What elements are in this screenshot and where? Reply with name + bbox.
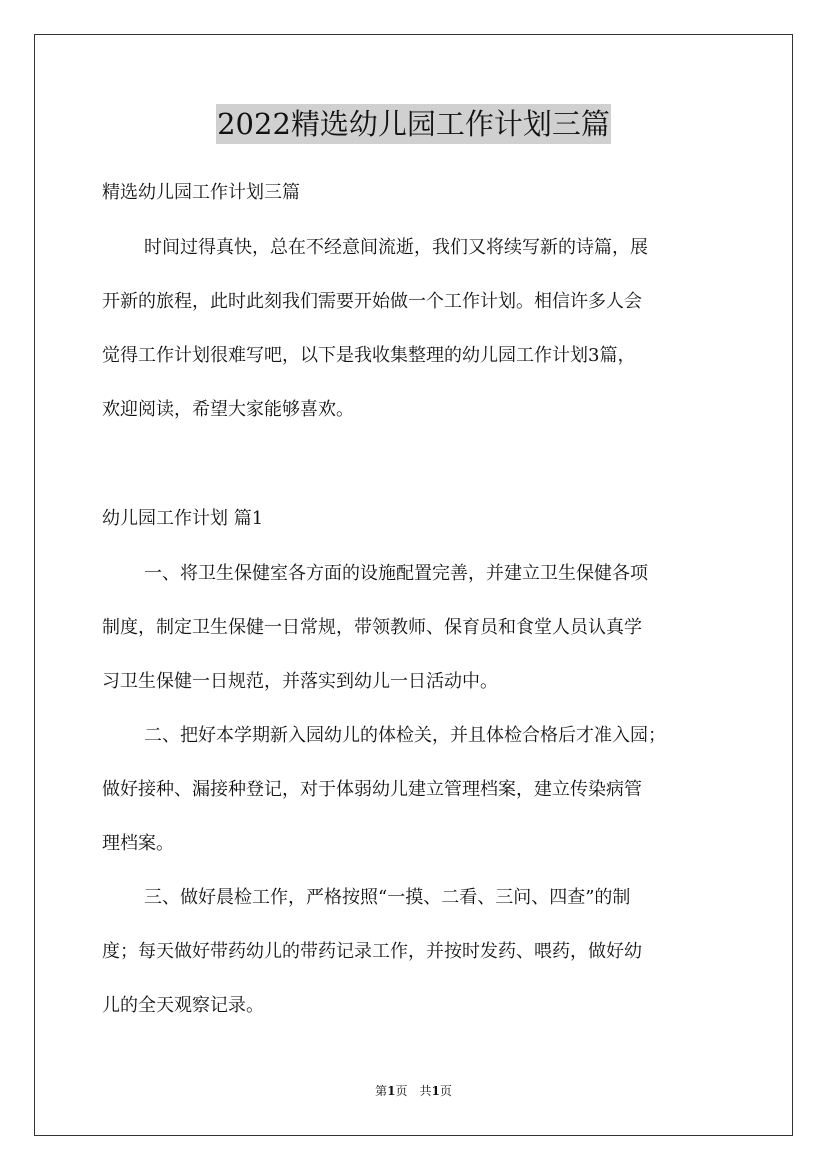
footer-total-number: 1 — [431, 1084, 440, 1098]
item1-line-3: 习卫生保健一日规范，并落实到幼儿一日活动中。 — [102, 671, 498, 692]
intro-line-1: 时间过得真快，总在不经意间流逝，我们又将续写新的诗篇，展 — [144, 237, 648, 258]
item2-line-2: 做好接种、漏接种登记，对于体弱幼儿建立管理档案，建立传染病管 — [102, 779, 642, 800]
item1-line-1: 一、将卫生保健室各方面的设施配置完善，并建立卫生保健各项 — [144, 563, 648, 584]
footer-page-suffix: 页 — [395, 1084, 408, 1098]
page-footer — [0, 1083, 827, 1099]
item3-line-1: 三、做好晨检工作，严格按照“一摸、二看、三问、四查”的制 — [144, 887, 631, 908]
item3-line-3: 儿的全天观察记录。 — [102, 995, 264, 1016]
document-subtitle: 精选幼儿园工作计划三篇 — [102, 182, 300, 203]
document-title: 2022精选幼儿园工作计划三篇 — [216, 104, 611, 144]
item3-line-2: 度；每天做好带药幼儿的带药记录工作，并按时发药、喂药，做好幼 — [102, 941, 642, 962]
intro-line-4: 欢迎阅读，希望大家能够喜欢。 — [102, 399, 354, 420]
footer-page-number: 1 — [387, 1084, 396, 1098]
intro-line-3: 觉得工作计划很难写吧，以下是我收集整理的幼儿园工作计划3篇， — [102, 345, 636, 366]
footer-total-suffix: 页 — [439, 1084, 452, 1098]
title-container — [0, 104, 827, 144]
section-heading: 幼儿园工作计划 篇1 — [102, 508, 264, 529]
item1-line-2: 制度，制定卫生保健一日常规，带领教师、保育员和食堂人员认真学 — [102, 617, 642, 638]
item2-line-1: 二、把好本学期新入园幼儿的体检关，并且体检合格后才准入园； — [144, 725, 666, 746]
footer-page-prefix: 第 — [375, 1084, 388, 1098]
item2-line-3: 理档案。 — [102, 833, 174, 854]
intro-line-2: 开新的旅程，此时此刻我们需要开始做一个工作计划。相信许多人会 — [102, 291, 642, 312]
footer-total-prefix: 共 — [419, 1084, 432, 1098]
